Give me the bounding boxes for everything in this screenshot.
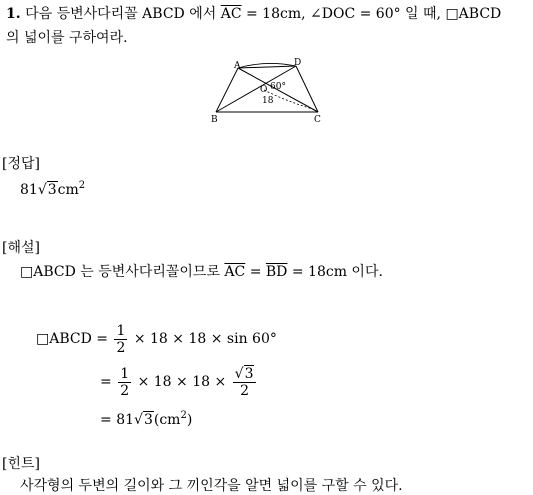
side-ad bbox=[238, 66, 296, 68]
eq3-lhs: = bbox=[100, 412, 112, 428]
label-angle: 60° bbox=[270, 82, 286, 92]
eq2-sqrt-fraction bbox=[233, 366, 257, 399]
equation-line-1 bbox=[36, 322, 277, 356]
eq2-den: 2 bbox=[120, 382, 130, 399]
answer-exp: 2 bbox=[78, 180, 86, 191]
segment-ac-2: $\overline{AC}$ bbox=[224, 264, 246, 280]
answer-header: [정답] bbox=[2, 156, 40, 172]
eq3-unit: (cm bbox=[153, 412, 181, 428]
eq3-close: ) bbox=[186, 412, 193, 428]
segment-bd: $\overline{BD}$ bbox=[265, 264, 288, 280]
label-a: A bbox=[234, 61, 241, 71]
explanation-text-a: □ABCD 는 등변사다리꼴이므로 bbox=[20, 264, 220, 280]
problem-text-a: 다음 등변사다리꼴 ABCD 에서 bbox=[25, 6, 217, 22]
answer-coef: 81 bbox=[20, 182, 38, 198]
label-length: 18 bbox=[262, 96, 274, 106]
eq1-rest: × 18 × 18 × sin 60° bbox=[133, 331, 277, 347]
trapezoid-figure bbox=[208, 58, 328, 128]
equation-line-3 bbox=[100, 412, 192, 428]
answer-rad: 3 bbox=[47, 182, 57, 198]
answer-unit: cm bbox=[57, 182, 79, 198]
eq2-sden: 2 bbox=[240, 382, 250, 399]
answer-value bbox=[20, 182, 85, 198]
label-b: B bbox=[211, 115, 218, 125]
problem-number: 1. bbox=[6, 6, 21, 22]
side-dc bbox=[296, 66, 318, 112]
eq2-sqrt-num: √3 bbox=[233, 366, 257, 383]
sqrt-symbol: √3 bbox=[37, 182, 57, 198]
hint-header: [힌트] bbox=[2, 456, 40, 472]
equals-sign: = bbox=[249, 264, 262, 280]
explanation-line bbox=[20, 264, 383, 280]
eq2-lhs: = bbox=[100, 374, 112, 390]
problem-text-b: = 18cm, ∠DOC = 60° 일 때, □ABCD bbox=[246, 6, 502, 22]
eq2-fraction bbox=[118, 366, 131, 399]
explanation-header: [해설] bbox=[2, 240, 40, 256]
problem-line-1 bbox=[6, 6, 501, 22]
eq1-fraction bbox=[114, 323, 127, 356]
segment-ac: $\overline{AC}$ bbox=[220, 6, 242, 22]
problem-line-2: 의 넓이를 구하여라. bbox=[6, 30, 128, 46]
eq1-lhs: □ABCD = bbox=[36, 331, 109, 347]
eq3-exp: 2 bbox=[180, 410, 187, 421]
label-o: O bbox=[260, 85, 268, 95]
eq3-coef: 81 bbox=[116, 412, 135, 428]
eq2-mid: × 18 × 18 × bbox=[137, 374, 227, 390]
eq2-snum: 3 bbox=[244, 365, 254, 382]
eq3-rad: 3 bbox=[143, 412, 153, 428]
eq1-den: 2 bbox=[116, 339, 126, 356]
equation-line-2 bbox=[100, 362, 258, 402]
label-d: D bbox=[294, 58, 302, 68]
eq2-num: 1 bbox=[120, 365, 130, 382]
hint-text: 사각형의 두변의 길이와 그 끼인각을 알면 넓이를 구할 수 있다. bbox=[20, 478, 403, 494]
label-c: C bbox=[314, 115, 321, 125]
explanation-text-b: = 18cm 이다. bbox=[291, 264, 383, 280]
eq3-sqrt: √3 bbox=[134, 412, 153, 428]
eq1-num: 1 bbox=[116, 322, 126, 339]
